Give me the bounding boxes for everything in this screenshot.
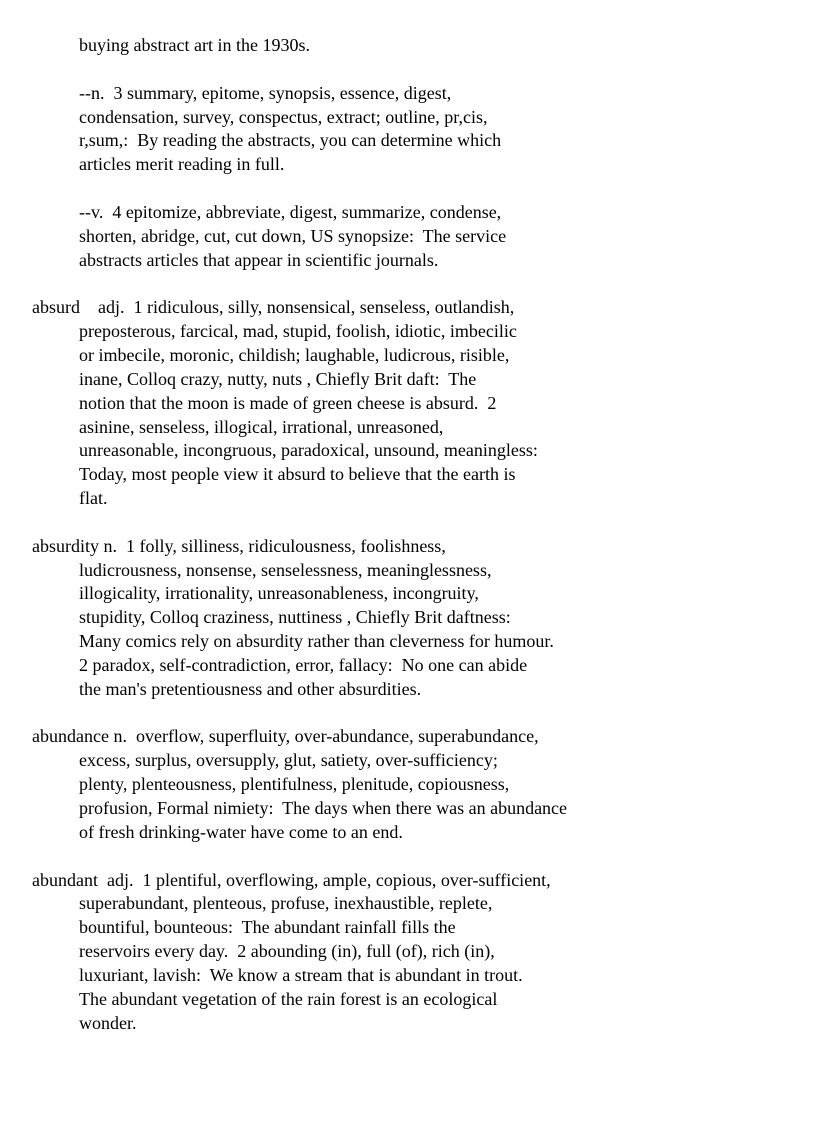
- thesaurus-page: [32, 34, 802, 1035]
- spacer: [32, 58, 802, 82]
- entry-line: notion that the moon is made of green cheese is absurd. 2: [79, 392, 497, 413]
- entry-line: The abundant vegetation of the rain forest is an ecological: [79, 988, 498, 1009]
- entry-abstract-noun-sense: [32, 82, 802, 177]
- entry-line: luxuriant, lavish: We know a stream that is abundant in trout.: [79, 964, 523, 985]
- entry-line: r,sum,: By reading the abstracts, you can determine which: [79, 130, 502, 151]
- entry-line: illogicality, irrationality, unreasonableness, incongruity,: [79, 583, 479, 604]
- entry-absurd: [32, 296, 802, 511]
- entry-line: articles merit reading in full.: [79, 154, 285, 175]
- entry-abundance: [32, 725, 802, 844]
- entry-abstract-verb-sense: [32, 201, 802, 273]
- entry-line: profusion, Formal nimiety: The days when there was an abundance: [79, 798, 568, 818]
- entry-line: or imbecile, moronic, childish; laughable, ludicrous, risible,: [79, 344, 510, 365]
- entry-line: inane, Colloq crazy, nutty, nuts , Chiefly Brit daft: The: [79, 368, 477, 389]
- entry-abstract-continuation: [32, 34, 802, 58]
- entry-line: preposterous, farcical, mad, stupid, foolish, idiotic, imbecilic: [79, 321, 517, 342]
- entry-headword-line: absurdity n. 1 folly, silliness, ridiculousness, foolishness,: [32, 535, 446, 556]
- entry-line: Many comics rely on absurdity rather than cleverness for humour.: [79, 631, 554, 652]
- entry-line: wonder.: [79, 1012, 137, 1033]
- entry-line: stupidity, Colloq craziness, nuttiness , Chiefly Brit daftness:: [79, 607, 511, 628]
- entry-headword-line: abundant adj. 1 plentiful, overflowing, ample, copious, over-sufficient,: [32, 869, 551, 890]
- entry-line: flat.: [79, 488, 108, 509]
- entry-line: the man's pretentiousness and other absurdities.: [79, 678, 422, 699]
- spacer: [32, 702, 802, 726]
- spacer: [32, 272, 802, 296]
- spacer: [32, 845, 802, 869]
- entry-line: shorten, abridge, cut, cut down, US synopsize: The service: [79, 225, 507, 246]
- entry-line: --n. 3 summary, epitome, synopsis, essence, digest,: [79, 82, 452, 103]
- entry-line: buying abstract art in the 1930s.: [79, 35, 310, 55]
- entry-line: superabundant, plenteous, profuse, inexhaustible, replete,: [79, 893, 493, 914]
- spacer: [32, 177, 802, 201]
- entry-abundant: [32, 869, 802, 1036]
- entry-headword-line: abundance n. overflow, superfluity, over-abundance, superabundance,: [32, 726, 539, 747]
- entry-line: unreasonable, incongruous, paradoxical, unsound, meaningless:: [79, 440, 538, 461]
- entry-line: 2 paradox, self-contradiction, error, fallacy: No one can abide: [79, 654, 528, 675]
- entry-absurdity: [32, 535, 802, 702]
- entry-line: ludicrousness, nonsense, senselessness, meaninglessness,: [79, 559, 492, 580]
- spacer: [32, 511, 802, 535]
- entry-line: Today, most people view it absurd to believe that the earth is: [79, 464, 516, 485]
- entry-line: excess, surplus, oversupply, glut, satiety, over-sufficiency;: [79, 750, 498, 771]
- entry-line: reservoirs every day. 2 abounding (in), full (of), rich (in),: [79, 941, 495, 962]
- entry-line: of fresh drinking-water have come to an end.: [79, 821, 403, 842]
- entry-headword-line: absurd adj. 1 ridiculous, silly, nonsensical, senseless, outlandish,: [32, 297, 515, 318]
- entry-line: --v. 4 epitomize, abbreviate, digest, summarize, condense,: [79, 201, 502, 222]
- entry-line: asinine, senseless, illogical, irrational, unreasoned,: [79, 416, 444, 437]
- entry-line: bountiful, bounteous: The abundant rainfall fills the: [79, 917, 456, 938]
- entry-line: plenty, plenteousness, plentifulness, plenitude, copiousness,: [79, 774, 510, 795]
- entry-line: condensation, survey, conspectus, extract; outline, pr,cis,: [79, 106, 488, 127]
- entry-line: abstracts articles that appear in scientific journals.: [79, 249, 439, 270]
